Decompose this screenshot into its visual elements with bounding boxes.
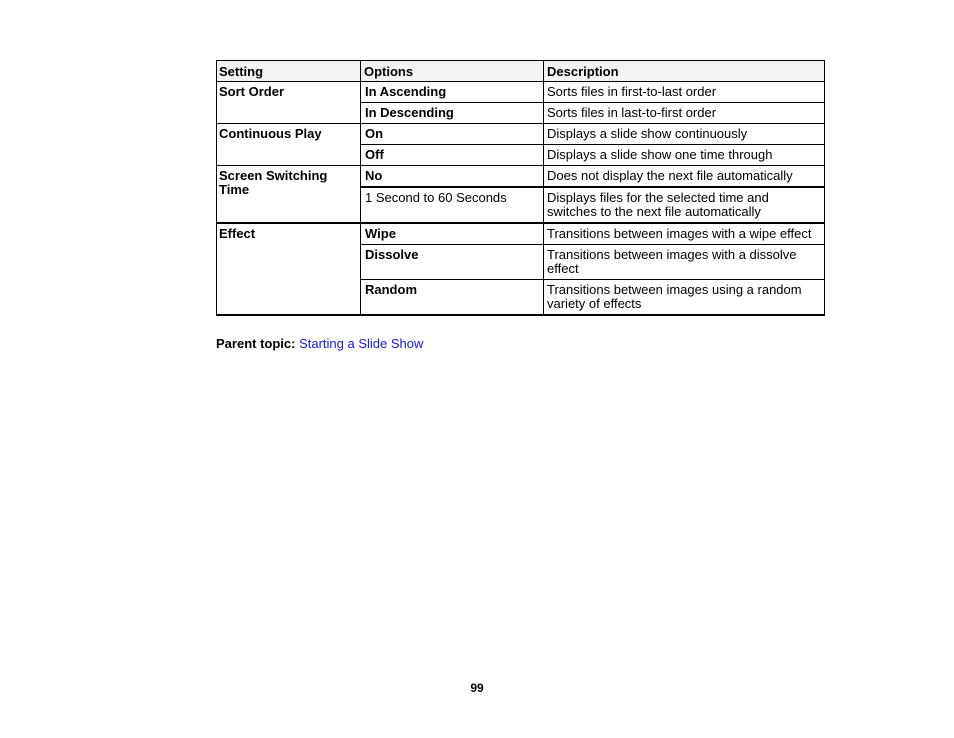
settings-table xyxy=(216,60,825,316)
setting-screen-switching-time: Screen Switching Time xyxy=(217,166,361,224)
option-cell: Random xyxy=(361,280,544,316)
header-description: Description xyxy=(544,61,825,82)
option-cell: No xyxy=(361,166,544,188)
description-cell: Displays files for the selected time and switches to the next file automatically xyxy=(544,187,825,223)
setting-effect: Effect xyxy=(217,223,361,315)
option-cell: Dissolve xyxy=(361,245,544,280)
option-cell: Off xyxy=(361,145,544,166)
option-cell: On xyxy=(361,124,544,145)
table-header-row xyxy=(217,61,825,82)
table-row xyxy=(217,166,825,188)
table-row xyxy=(217,124,825,145)
description-cell: Displays a slide show one time through xyxy=(544,145,825,166)
setting-continuous-play: Continuous Play xyxy=(217,124,361,166)
table-row xyxy=(217,223,825,245)
description-cell: Does not display the next file automatically xyxy=(544,166,825,188)
option-cell: Wipe xyxy=(361,223,544,245)
parent-topic-link[interactable]: Starting a Slide Show xyxy=(299,336,424,351)
description-cell: Displays a slide show continuously xyxy=(544,124,825,145)
description-cell: Sorts files in last-to-first order xyxy=(544,103,825,124)
table-row xyxy=(217,82,825,103)
description-cell: Transitions between images with a dissolve effect xyxy=(544,245,825,280)
option-cell: In Ascending xyxy=(361,82,544,103)
option-cell: In Descending xyxy=(361,103,544,124)
setting-sort-order: Sort Order xyxy=(217,82,361,124)
header-setting: Setting xyxy=(217,61,361,82)
parent-topic xyxy=(216,336,423,351)
description-cell: Sorts files in first-to-last order xyxy=(544,82,825,103)
header-options: Options xyxy=(361,61,544,82)
parent-topic-label: Parent topic: xyxy=(216,336,296,351)
description-cell: Transitions between images using a random variety of effects xyxy=(544,280,825,316)
description-cell: Transitions between images with a wipe effect xyxy=(544,223,825,245)
option-cell: 1 Second to 60 Seconds xyxy=(361,187,544,223)
page-number: 99 xyxy=(470,681,484,695)
